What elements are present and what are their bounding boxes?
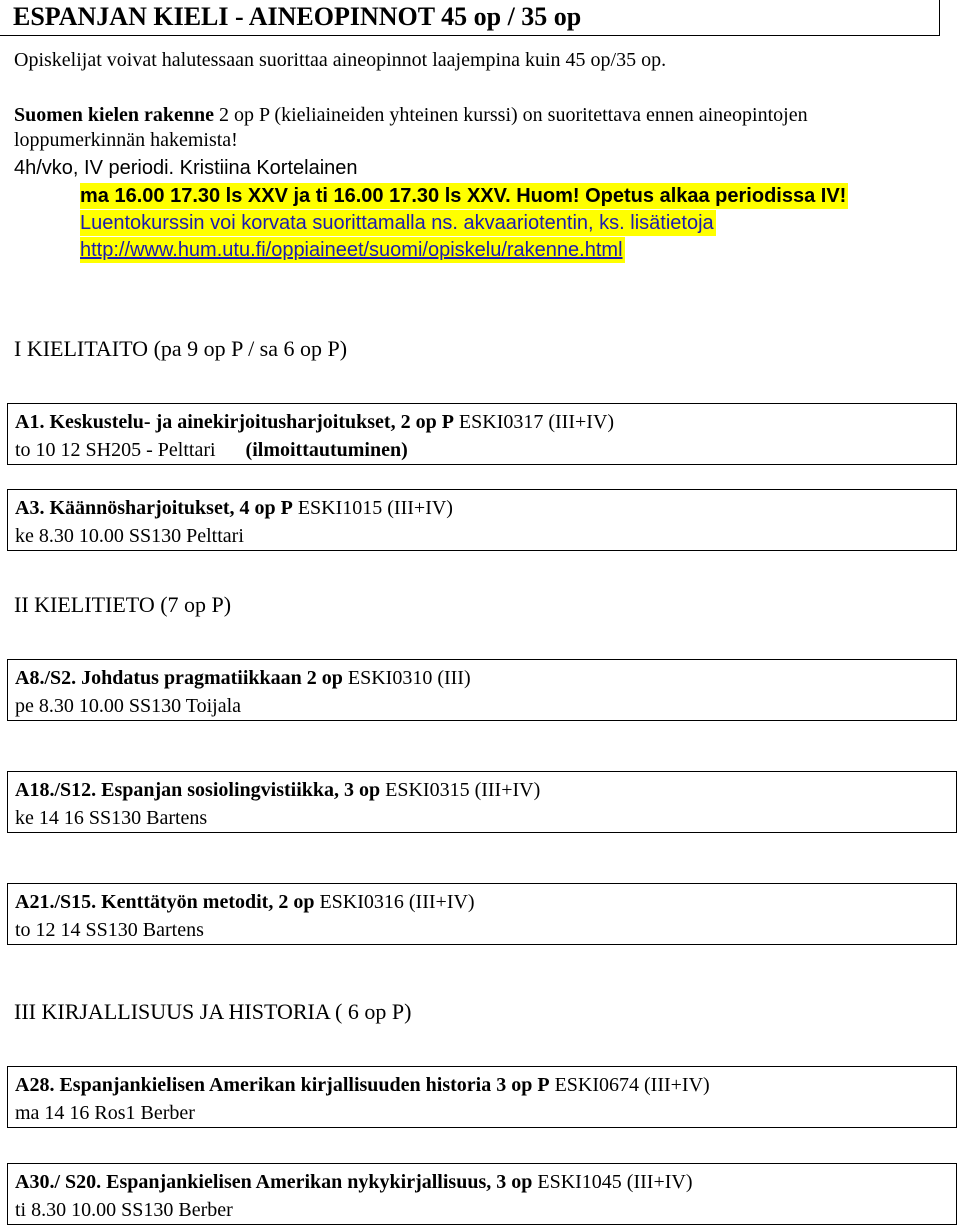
course-box-a8 — [7, 659, 957, 721]
course-label: A1. — [15, 411, 45, 433]
course-time: ti 8.30 10.00 SS130 Berber — [15, 1199, 233, 1221]
course-time: ke 8.30 10.00 SS130 Pelttari — [15, 525, 244, 547]
course-code: ESKI0310 (III) — [342, 667, 471, 689]
course-label: A30./ S20. — [15, 1171, 102, 1193]
course-title: Käännösharjoitukset, 4 op P — [44, 497, 293, 519]
course-time: to 12 14 SS130 Bartens — [15, 919, 204, 941]
course-code: ESKI1015 (III+IV) — [292, 497, 453, 519]
section-heading-kirjallisuus: III KIRJALLISUUS JA HISTORIA ( 6 op P) — [14, 999, 412, 1024]
course-extra: (ilmoittautuminen) — [245, 439, 408, 461]
course-code: ESKI0316 (III+IV) — [314, 891, 475, 913]
rakenne-notice-line2: Luentokurssin voi korvata suorittamalla ns. akvaariotentin, ks. lisätietoja — [80, 212, 714, 234]
course-code: ESKI0317 (III+IV) — [453, 411, 615, 433]
section-heading-kielitieto: II KIELITIETO (7 op P) — [14, 592, 232, 617]
course-code: ESKI1045 (III+IV) — [532, 1171, 693, 1193]
course-time: ke 14 16 SS130 Bartens — [15, 807, 208, 829]
course-title: Keskustelu- ja ainekirjoitusharjoitukset, 2 op P — [44, 411, 454, 433]
section-heading-kielitaito: I KIELITAITO (pa 9 op P / sa 6 op P) — [14, 336, 348, 361]
course-label: A18./S12. — [15, 779, 97, 801]
intro-text: Opiskelijat voivat halutessaan suorittaa aineopinnot laajempina kuin 45 op/35 op. — [14, 49, 667, 71]
course-title: Espanjankielisen Amerikan kirjallisuuden historia 3 op P — [54, 1074, 550, 1096]
course-title: Kenttätyön metodit, 2 op — [96, 891, 315, 913]
course-label: A8./S2. — [15, 667, 77, 689]
course-time: pe 8.30 10.00 SS130 Toijala — [15, 695, 242, 717]
rakenne-name: Suomen kielen rakenne — [14, 104, 215, 126]
course-box-a21 — [7, 883, 957, 945]
rakenne-desc2: loppumerkinnän hakemista! — [14, 129, 238, 151]
rakenne-schedule: 4h/vko, IV periodi. Kristiina Kortelainen — [14, 157, 358, 179]
course-box-a30 — [7, 1163, 957, 1225]
rakenne-notice-link[interactable]: http://www.hum.utu.fi/oppiaineet/suomi/opiskelu/rakenne.html — [80, 239, 623, 261]
course-title: Espanjankielisen Amerikan nykykirjallisuus, 3 op — [101, 1171, 533, 1193]
course-box-a28 — [7, 1066, 957, 1128]
rakenne-desc1: 2 op P (kieliaineiden yhteinen kurssi) on suoritettava ennen aineopintojen — [214, 104, 808, 126]
rakenne-notice-line1: ma 16.00 17.30 ls XXV ja ti 16.00 17.30 ls XXV. Huom! Opetus alkaa periodissa IV! — [80, 185, 847, 207]
course-title: Espanjan sosiolingvistiikka, 3 op — [96, 779, 381, 801]
course-time: ma 14 16 Ros1 Berber — [15, 1102, 195, 1124]
course-label: A28. — [15, 1074, 55, 1096]
rakenne-line1 — [14, 103, 808, 127]
course-code: ESKI0315 (III+IV) — [380, 779, 541, 801]
course-code: ESKI0674 (III+IV) — [549, 1074, 710, 1096]
course-label: A21./S15. — [15, 891, 97, 913]
course-box-a1 — [7, 403, 957, 465]
course-label: A3. — [15, 497, 45, 519]
course-box-a3 — [7, 489, 957, 551]
course-time: to 10 12 SH205 - Pelttari — [15, 439, 216, 461]
page-title: ESPANJAN KIELI - AINEOPINNOT 45 op / 35 op — [0, 0, 940, 36]
course-title: Johdatus pragmatiikkaan 2 op — [76, 667, 343, 689]
course-box-a18 — [7, 771, 957, 833]
